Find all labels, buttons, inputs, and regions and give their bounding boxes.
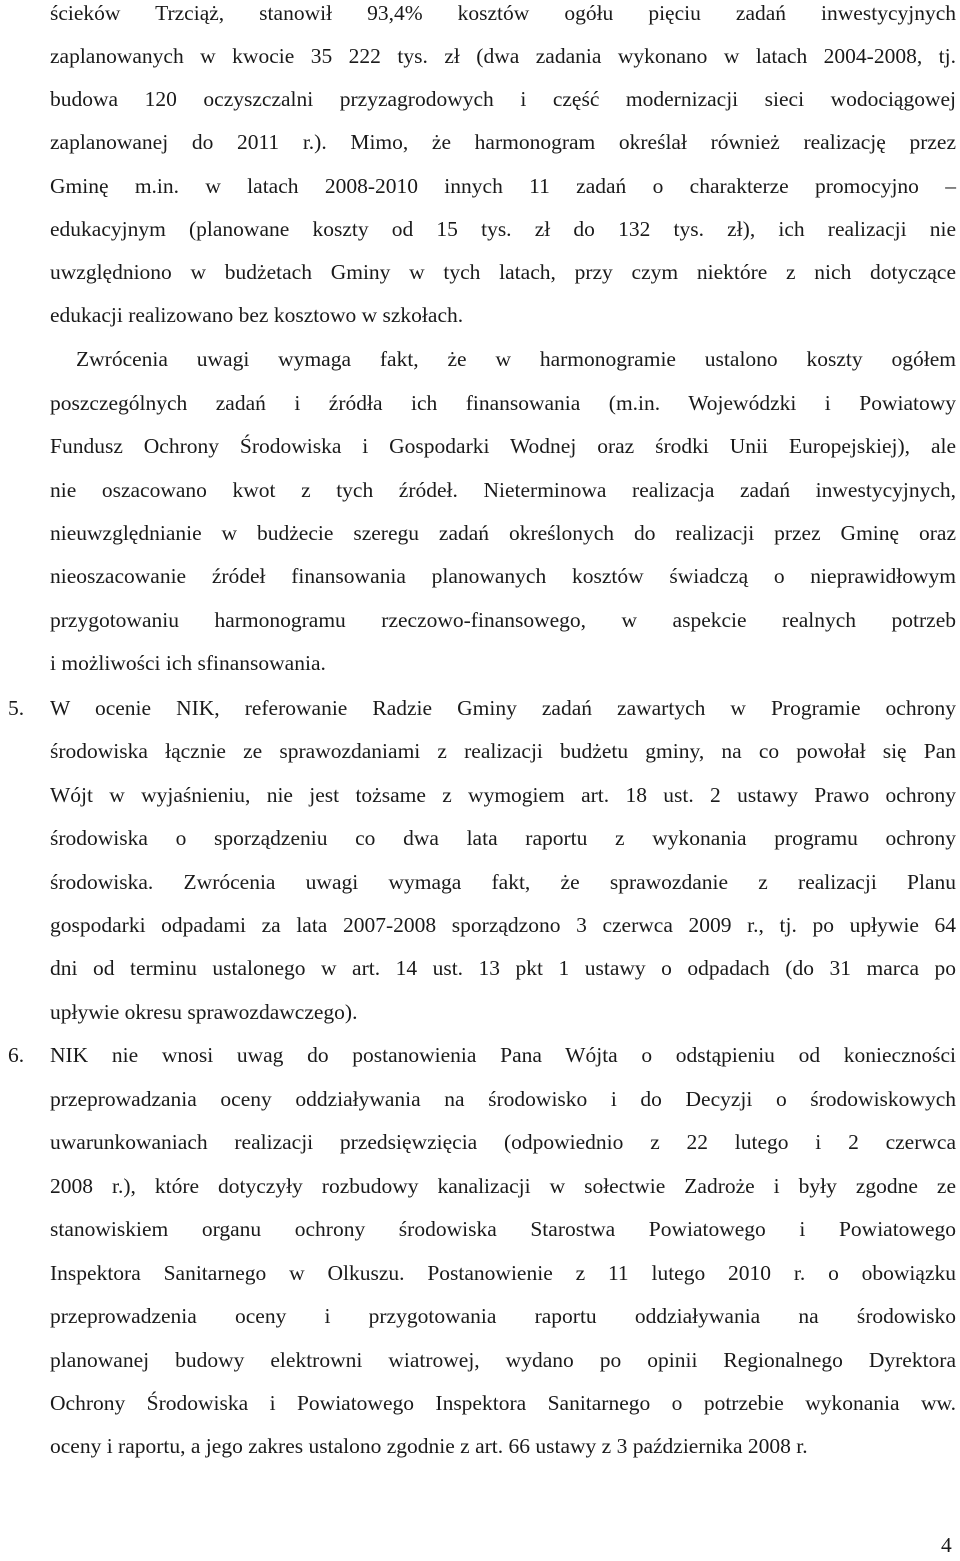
paragraph-line: i możliwości ich sfinansowania. (50, 651, 326, 675)
list-item-line: przeprowadzenia oceny i przygotowania raportu oddziaływania na środowisko (50, 1304, 956, 1328)
paragraph-line: przygotowaniu harmonogramu rzeczowo-finansowego, w aspekcie realnych potrzeb (50, 608, 956, 632)
list-item-line: Inspektora Sanitarnego w Olkuszu. Postanowienie z 11 lutego 2010 r. o obowiązku (50, 1261, 956, 1285)
paragraph-line: zaplanowanej do 2011 r.). Mimo, że harmonogram określał również realizację przez (50, 130, 956, 154)
page-number: 4 (941, 1533, 952, 1557)
list-item-line: środowiska łącznie ze sprawozdaniami z realizacji budżetu gminy, na co powołał się Pan (50, 739, 956, 763)
list-number: 6. (8, 1043, 25, 1067)
list-item-line: W ocenie NIK, referowanie Radzie Gminy zadań zawartych w Programie ochrony (50, 696, 956, 720)
paragraph-line: nieuwzględnianie w budżecie szeregu zadań określonych do realizacji przez Gminę oraz (50, 521, 956, 545)
paragraph-line: Gminę m.in. w latach 2008-2010 innych 11 zadań o charakterze promocyjno – (50, 174, 956, 198)
paragraph-line: edukacyjnym (planowane koszty od 15 tys. zł do 132 tys. zł), ich realizacji nie (50, 217, 956, 241)
list-item-line: przeprowadzania oceny oddziaływania na środowisko i do Decyzji o środowiskowych (50, 1087, 956, 1111)
paragraph-line: Fundusz Ochrony Środowiska i Gospodarki Wodnej oraz środki Unii Europejskiej), ale (50, 434, 956, 458)
paragraph-line: poszczególnych zadań i źródła ich finansowania (m.in. Wojewódzki i Powiatowy (50, 391, 956, 415)
list-item-line: gospodarki odpadami za lata 2007-2008 sporządzono 3 czerwca 2009 r., tj. po upływie 64 (50, 913, 956, 937)
list-number: 5. (8, 696, 25, 720)
list-item-line: upływie okresu sprawozdawczego). (50, 1000, 358, 1024)
list-item-line: stanowiskiem organu ochrony środowiska Starostwa Powiatowego i Powiatowego (50, 1217, 956, 1241)
list-item-line: oceny i raportu, a jego zakres ustalono zgodnie z art. 66 ustawy z 3 października 2008 r. (50, 1434, 808, 1458)
list-item-line: planowanej budowy elektrowni wiatrowej, wydano po opinii Regionalnego Dyrektora (50, 1348, 956, 1372)
list-item-line: uwarunkowaniach realizacji przedsięwzięcia (odpowiednio z 22 lutego i 2 czerwca (50, 1130, 956, 1154)
list-item-line: Wójt w wyjaśnieniu, nie jest tożsame z wymogiem art. 18 ust. 2 ustawy Prawo ochrony (50, 783, 956, 807)
paragraph-line: edukacji realizowano bez kosztowo w szkołach. (50, 303, 464, 327)
list-item-line: NIK nie wnosi uwag do postanowienia Pana Wójta o odstąpieniu od konieczności (50, 1043, 956, 1067)
list-item-line: środowiska o sporządzeniu co dwa lata raportu z wykonania programu ochrony (50, 826, 956, 850)
paragraph-line: nie oszacowano kwot z tych źródeł. Nieterminowa realizacja zadań inwestycyjnych, (50, 478, 956, 502)
paragraph-line: ścieków Trzciąż, stanowił 93,4% kosztów ogółu pięciu zadań inwestycyjnych (50, 1, 956, 25)
paragraph-line: nieoszacowanie źródeł finansowania planowanych kosztów świadczą o nieprawidłowym (50, 564, 956, 588)
paragraph-line: budowa 120 oczyszczalni przyzagrodowych i część modernizacji sieci wodociągowej (50, 87, 956, 111)
list-item-line: środowiska. Zwrócenia uwagi wymaga fakt, że sprawozdanie z realizacji Planu (50, 870, 956, 894)
list-item-line: Ochrony Środowiska i Powiatowego Inspektora Sanitarnego o potrzebie wykonania ww. (50, 1391, 956, 1415)
paragraph-line: zaplanowanych w kwocie 35 222 tys. zł (dwa zadania wykonano w latach 2004-2008, tj. (50, 44, 956, 68)
paragraph-line: Zwrócenia uwagi wymaga fakt, że w harmonogramie ustalono koszty ogółem (76, 347, 956, 371)
list-item-line: dni od terminu ustalonego w art. 14 ust. 13 pkt 1 ustawy o odpadach (do 31 marca po (50, 956, 956, 980)
paragraph-line: uwzględniono w budżetach Gminy w tych latach, przy czym niektóre z nich dotyczące (50, 260, 956, 284)
list-item-line: 2008 r.), które dotyczyły rozbudowy kanalizacji w sołectwie Zadroże i były zgodne ze (50, 1174, 956, 1198)
